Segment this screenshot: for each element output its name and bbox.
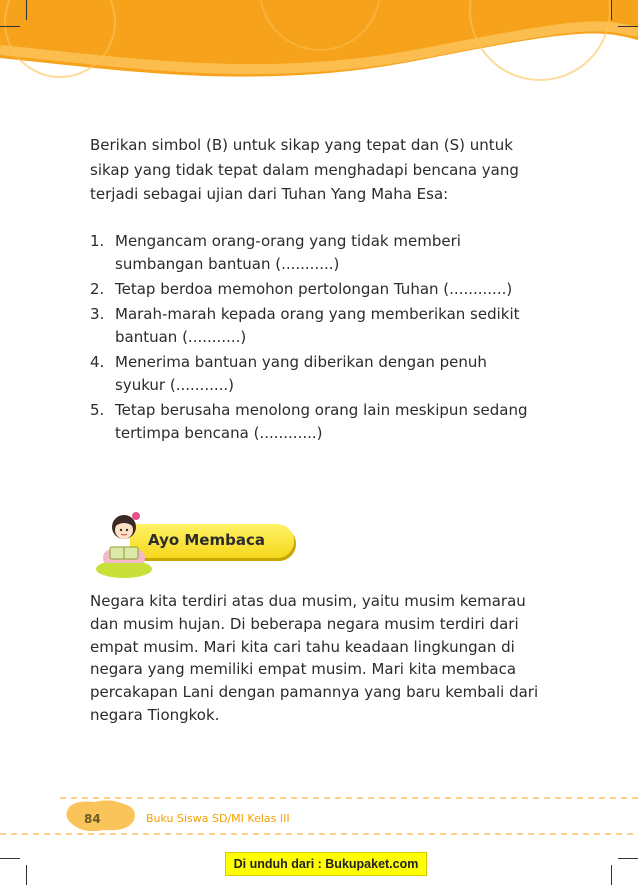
list-item [90, 351, 540, 397]
list-item [90, 399, 540, 445]
item-number: 3. [90, 305, 105, 323]
crop-mark [0, 858, 20, 859]
crop-mark [0, 26, 20, 27]
crop-mark [611, 0, 612, 20]
section-title: Ayo Membaca [148, 531, 265, 549]
item-text: Menerima bantuan yang diberikan dengan penuh syukur (...........) [115, 353, 487, 394]
item-number: 1. [90, 232, 105, 250]
crop-mark [618, 26, 638, 27]
header-band [0, 0, 638, 108]
item-number: 5. [90, 401, 105, 419]
crop-mark [618, 858, 638, 859]
question-list [90, 230, 540, 447]
item-number: 4. [90, 353, 105, 371]
girl-reading-icon [92, 503, 162, 583]
item-text: Tetap berdoa memohon pertolongan Tuhan (............) [115, 280, 513, 298]
reading-paragraph [90, 590, 540, 727]
item-text: Marah-marah kepada orang yang memberikan sedikit bantuan (...........) [115, 305, 520, 346]
instructions [90, 133, 540, 207]
item-text: Tetap berusaha menolong orang lain meskipun sedang tertimpa bencana (............) [115, 401, 528, 442]
crop-mark [611, 865, 612, 885]
reading-text: Negara kita terdiri atas dua musim, yaitu musim kemarau dan musim hujan. Di beberapa negara musim terdiri dari empat musim. Mari kita cari tahu keadaan lingkungan di negara yang memiliki empat musim. Mari kita membaca percakapan Lani dengan pamannya yang baru kembali dari negara Tiongkok. [90, 592, 539, 724]
book-title: Buku Siswa SD/MI Kelas III [146, 812, 290, 825]
instructions-intro: Berikan simbol (B) untuk sikap yang tepat dan (S) untuk sikap yang tidak tepat dalam menghadapi bencana yang terjadi sebagai ujian dari Tuhan Yang Maha Esa: [90, 136, 519, 203]
list-item [90, 303, 540, 349]
list-item [90, 230, 540, 276]
crop-mark [26, 0, 27, 20]
item-number: 2. [90, 280, 105, 298]
page-number: 84 [84, 812, 101, 826]
section-badge [92, 503, 302, 583]
item-text: Mengancam orang-orang yang tidak memberi sumbangan bantuan (...........) [115, 232, 461, 273]
download-watermark: Di unduh dari : Bukupaket.com [225, 852, 427, 876]
crop-mark [26, 865, 27, 885]
list-item [90, 278, 540, 301]
